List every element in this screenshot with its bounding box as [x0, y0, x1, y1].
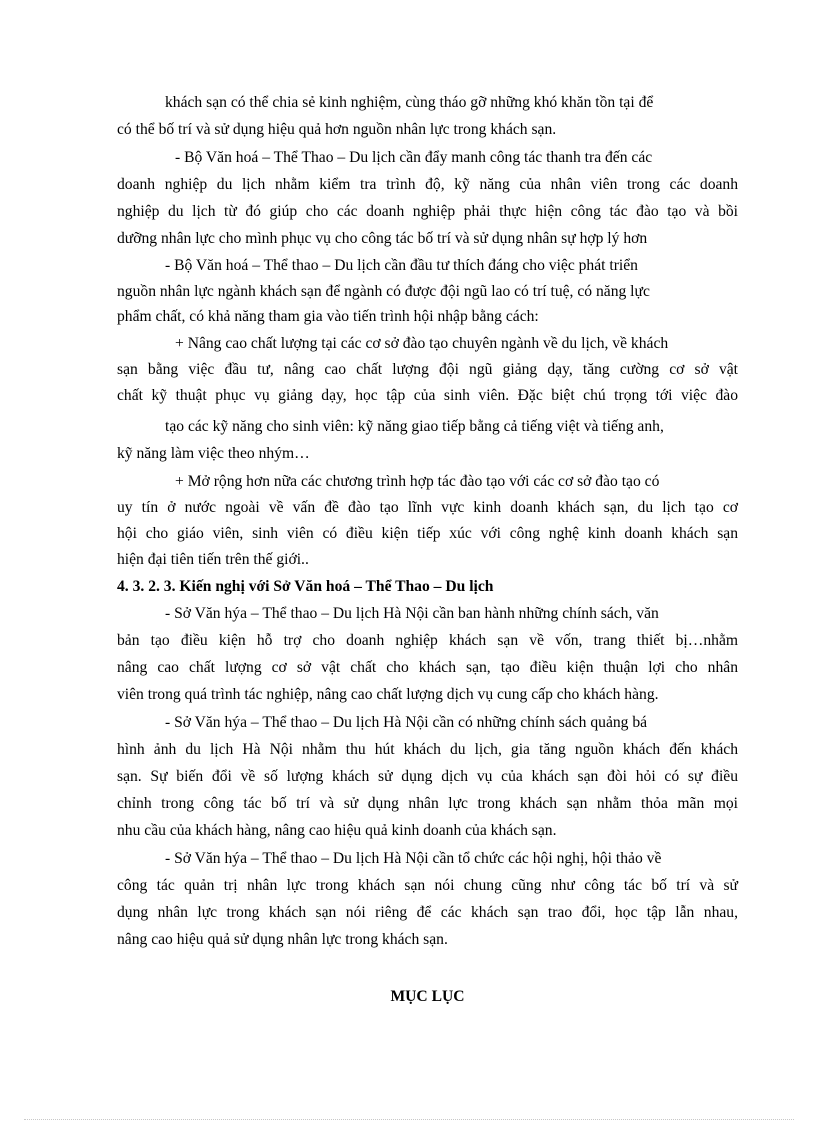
paragraph-line: tạo các kỹ năng cho sinh viên: kỹ năng giao tiếp bằng cả tiếng việt và tiếng anh,: [165, 418, 664, 435]
page-bottom-rule: [24, 1119, 794, 1120]
paragraph-line: dụng nhân lực trong khách sạn nói riêng để các khách sạn trao đổi, học tập lẫn nhau,: [117, 904, 738, 921]
paragraph-line: nâng cao hiệu quả sử dụng nhân lực trong khách sạn.: [117, 931, 448, 948]
paragraph-line: hiện đại tiên tiến trên thế giới..: [117, 551, 309, 568]
paragraph-line: - Sở Văn hýa – Thể thao – Du lịch Hà Nội cần ban hành những chính sách, văn: [165, 605, 659, 622]
paragraph-line: hình ảnh du lịch Hà Nội nhằm thu hút khách du lịch, gia tăng nguồn khách đến khách: [117, 741, 738, 758]
paragraph-line: sạn. Sự biến đổi về số lượng khách sử dụng dịch vụ của khách sạn đòi hỏi có sự điều: [117, 768, 738, 785]
paragraph-line: nghiệp du lịch từ đó giúp cho các doanh nghiệp phải thực hiện công tác đào tạo và bồi: [117, 203, 738, 220]
paragraph-line: kỹ năng làm việc theo nhým…: [117, 445, 310, 462]
paragraph-line: sạn bằng việc đầu tư, nâng cao chất lượng đội ngũ giảng dạy, tăng cường cơ sở vật: [117, 361, 738, 378]
paragraph-line: + Mở rộng hơn nữa các chương trình hợp tác đào tạo với các cơ sở đào tạo có: [175, 473, 660, 490]
paragraph-line: doanh nghiệp du lịch nhằm kiểm tra trình độ, kỹ năng của nhân viên trong các doanh: [117, 176, 738, 193]
paragraph-line: - Bộ Văn hoá – Thể Thao – Du lịch cần đẩy manh công tác thanh tra đến các: [175, 149, 653, 166]
paragraph-line: nâng cao chất lượng cơ sở vật chất cho khách sạn, tạo điều kiện thuận lợi cho nhân: [117, 659, 738, 676]
paragraph-line: - Bộ Văn hoá – Thể thao – Du lịch cần đầu tư thích đáng cho việc phát triển: [165, 257, 638, 274]
paragraph-line: nhu cầu của khách hàng, nâng cao hiệu quả kinh doanh của khách sạn.: [117, 822, 557, 839]
paragraph-line: công tác quản trị nhân lực trong khách sạn nói chung cũng như công tác bố trí và sử: [117, 877, 738, 894]
section-heading: 4. 3. 2. 3. Kiến nghị với Sở Văn hoá – Thể Thao – Du lịch: [117, 578, 494, 595]
paragraph-line: phẩm chất, có khả năng tham gia vào tiến trình hội nhập bằng cách:: [117, 308, 539, 325]
paragraph-line: viên trong quá trình tác nghiệp, nâng cao chất lượng dịch vụ cung cấp cho khách hàng.: [117, 686, 659, 703]
paragraph-line: dưỡng nhân lực cho mình phục vụ cho công tác bố trí và sử dụng nhân sự hợp lý hơn: [117, 230, 648, 247]
paragraph-line: uy tín ở nước ngoài về vấn đề đào tạo lĩnh vực kinh doanh khách sạn, du lịch tạo cơ: [117, 499, 738, 516]
paragraph-line: hội cho giáo viên, sinh viên có điều kiện tiếp xúc với công nghệ kinh doanh khách sạn: [117, 525, 738, 542]
paragraph-line: - Sở Văn hýa – Thể thao – Du lịch Hà Nội cần tổ chức các hội nghị, hội thảo về: [165, 850, 662, 867]
paragraph-line: khách sạn có thể chia sẻ kinh nghiệm, cùng tháo gỡ những khó khăn tồn tại để: [165, 94, 654, 111]
paragraph-line: chất kỹ thuật phục vụ giảng dạy, học tập của sinh viên. Đặc biệt chú trọng tới việc đào: [117, 387, 738, 404]
paragraph-line: chỉnh trong công tác bố trí và sử dụng nhân lực trong khách sạn nhằm thỏa mãn mọi: [117, 795, 738, 812]
paragraph-line: nguồn nhân lực ngành khách sạn để ngành có được đội ngũ lao có trí tuệ, có năng lực: [117, 283, 650, 300]
paragraph-line: - Sở Văn hýa – Thể thao – Du lịch Hà Nội cần có những chính sách quảng bá: [165, 714, 648, 731]
paragraph-line: có thể bố trí và sử dụng hiệu quả hơn nguồn nhân lực trong khách sạn.: [117, 121, 557, 138]
paragraph-line: + Nâng cao chất lượng tại các cơ sở đào tạo chuyên ngành về du lịch, về khách: [175, 335, 669, 352]
toc-title: MỤC LỤC: [390, 988, 465, 1005]
paragraph-line: bản tạo điều kiện hỗ trợ cho doanh nghiệp khách sạn về vốn, trang thiết bị…nhằm: [117, 632, 738, 649]
